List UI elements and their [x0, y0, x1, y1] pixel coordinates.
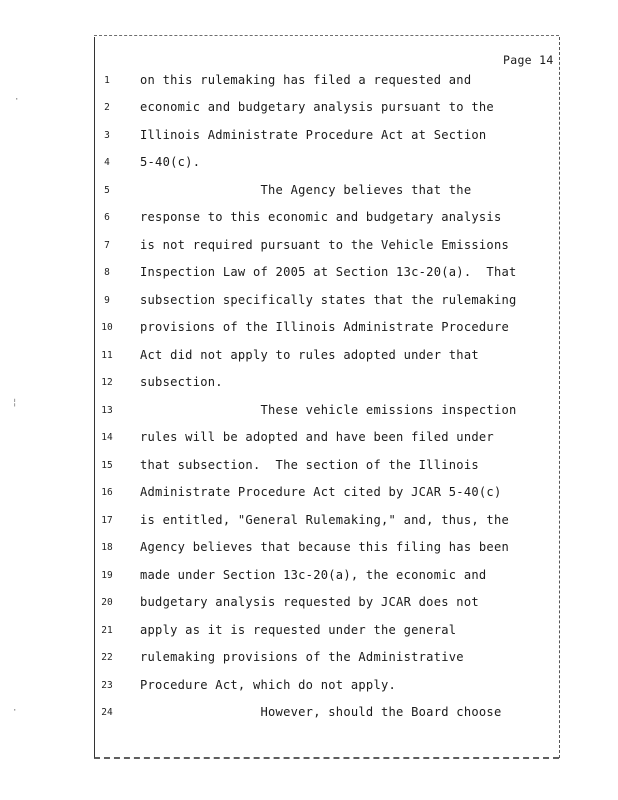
line-text: These vehicle emissions inspection — [140, 403, 517, 417]
transcript-line — [95, 703, 555, 723]
transcript-line — [95, 126, 555, 146]
line-number: 2 — [104, 102, 110, 113]
transcript-line — [95, 373, 555, 393]
scan-artifact: · — [14, 95, 20, 105]
transcript-line — [95, 236, 555, 256]
line-number: 1 — [104, 75, 110, 86]
transcript-line — [95, 346, 555, 366]
line-number: 23 — [101, 680, 113, 691]
line-number: 11 — [101, 350, 113, 361]
transcript-line — [95, 621, 555, 641]
line-text: rulemaking provisions of the Administrative — [140, 650, 464, 664]
line-number: 18 — [101, 542, 113, 553]
line-number: 10 — [101, 322, 113, 333]
line-number: 13 — [101, 405, 113, 416]
line-text: that subsection. The section of the Illinois — [140, 458, 479, 472]
transcript-line — [95, 98, 555, 118]
transcript-line — [95, 181, 555, 201]
line-text: 5-40(c). — [140, 155, 201, 169]
transcript-line — [95, 456, 555, 476]
page-bottom-border — [94, 757, 559, 762]
scan-artifact: · — [12, 706, 18, 716]
transcript-line — [95, 291, 555, 311]
line-text: rules will be adopted and have been filed under — [140, 430, 494, 444]
transcript-line — [95, 263, 555, 283]
line-number: 9 — [104, 295, 110, 306]
transcript-line — [95, 676, 555, 696]
line-number: 14 — [101, 432, 113, 443]
line-text: provisions of the Illinois Administrate Procedure — [140, 320, 510, 334]
transcript-line — [95, 208, 555, 228]
line-text: made under Section 13c-20(a), the economic and — [140, 568, 487, 582]
transcript-line — [95, 428, 555, 448]
line-text: Agency believes that because this filing has been — [140, 540, 510, 554]
line-text: Act did not apply to rules adopted under that — [140, 348, 479, 362]
line-text: economic and budgetary analysis pursuant to the — [140, 100, 494, 114]
line-text: on this rulemaking has filed a requested and — [140, 73, 472, 87]
page-number-label: Page 14 — [503, 53, 554, 67]
line-text: Procedure Act, which do not apply. — [140, 678, 397, 692]
line-text: subsection specifically states that the rulemaking — [140, 293, 517, 307]
line-text: is entitled, "General Rulemaking," and, thus, the — [140, 513, 510, 527]
line-number: 4 — [104, 157, 110, 168]
line-text: The Agency believes that the — [140, 183, 472, 197]
line-text: is not required pursuant to the Vehicle Emissions — [140, 238, 510, 252]
line-number: 15 — [101, 460, 113, 471]
line-text: Administrate Procedure Act cited by JCAR 5-40(c) — [140, 485, 502, 499]
line-text: apply as it is requested under the general — [140, 623, 457, 637]
line-number: 8 — [104, 267, 110, 278]
line-number: 3 — [104, 130, 110, 141]
transcript-line — [95, 538, 555, 558]
transcript-line — [95, 401, 555, 421]
scan-artifact: ¦ — [12, 398, 18, 408]
transcript-line — [95, 511, 555, 531]
line-text: Inspection Law of 2005 at Section 13c-20(a). That — [140, 265, 517, 279]
transcript-line — [95, 71, 555, 91]
line-number: 17 — [101, 515, 113, 526]
transcript-line — [95, 648, 555, 668]
transcript-line — [95, 566, 555, 586]
line-number: 20 — [101, 597, 113, 608]
line-number: 24 — [101, 707, 113, 718]
transcript-line — [95, 483, 555, 503]
line-number: 16 — [101, 487, 113, 498]
line-number: 12 — [101, 377, 113, 388]
line-number: 6 — [104, 212, 110, 223]
transcript-line — [95, 318, 555, 338]
line-number: 19 — [101, 570, 113, 581]
line-text: subsection. — [140, 375, 223, 389]
transcript-line — [95, 593, 555, 613]
line-text: budgetary analysis requested by JCAR does not — [140, 595, 479, 609]
line-number: 22 — [101, 652, 113, 663]
transcript-line — [95, 153, 555, 173]
line-number: 21 — [101, 625, 113, 636]
line-number: 7 — [104, 240, 110, 251]
line-number: 5 — [104, 185, 110, 196]
line-text: However, should the Board choose — [140, 705, 502, 719]
line-text: response to this economic and budgetary analysis — [140, 210, 502, 224]
line-text: Illinois Administrate Procedure Act at Section — [140, 128, 487, 142]
